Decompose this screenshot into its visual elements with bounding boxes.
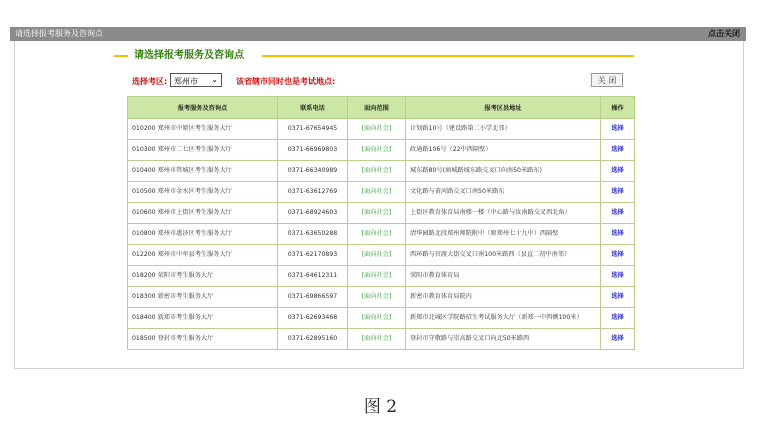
phone-cell: 0371-67654945 — [278, 119, 348, 140]
close-link[interactable]: 点击关闭 — [708, 29, 740, 38]
address-cell: 清华园路北段郑州师院附中（原郑州七十九中）西隔壁 — [406, 224, 601, 245]
select-link[interactable]: 选择 — [601, 245, 635, 266]
scope-cell: [面向社会] — [348, 245, 406, 266]
select-link[interactable]: 选择 — [601, 182, 635, 203]
phone-cell: 0371-62170893 — [278, 245, 348, 266]
address-cell: 政通路106号（22中西隔壁） — [406, 140, 601, 161]
address-cell: 荥阳市教育体育局 — [406, 266, 601, 287]
phone-cell: 0371-63612769 — [278, 182, 348, 203]
table-row — [128, 182, 635, 203]
scope-cell: [面向社会] — [348, 161, 406, 182]
phone-cell: 0371-68924603 — [278, 203, 348, 224]
scope-cell: [面向社会] — [348, 266, 406, 287]
close-button[interactable]: 关 闭 — [591, 73, 623, 87]
scope-cell: [面向社会] — [348, 329, 406, 350]
address-cell: 登封市守敬路与崇高路交叉口向北50米路西 — [406, 329, 601, 350]
table-row — [128, 203, 635, 224]
address-cell: 新郑市北城区学院路招生考试服务大厅（新郑一中西侧100米） — [406, 308, 601, 329]
scope-cell: [面向社会] — [348, 287, 406, 308]
window-title: 请选择报考服务及咨询点 — [15, 29, 103, 38]
select-link[interactable]: 选择 — [601, 224, 635, 245]
service-point-cell: 010300 郑州市二七区考生服务大厅 — [128, 140, 278, 161]
phone-cell: 0371-66969803 — [278, 140, 348, 161]
table-row — [128, 329, 635, 350]
table-header-row — [128, 97, 635, 119]
service-point-cell: 012200 郑州市中牟县考生服务大厅 — [128, 245, 278, 266]
address-cell: 新密市教育体育局院内 — [406, 287, 601, 308]
phone-cell: 0371-62693468 — [278, 308, 348, 329]
table-row — [128, 161, 635, 182]
service-points-table — [127, 96, 635, 350]
select-link[interactable]: 选择 — [601, 266, 635, 287]
select-link[interactable]: 选择 — [601, 287, 635, 308]
scope-cell: [面向社会] — [348, 140, 406, 161]
select-link[interactable]: 选择 — [601, 119, 635, 140]
address-cell: 计划路10号（建设路第二小学北邻） — [406, 119, 601, 140]
address-cell: 上街区教育体育局南楼一楼（中心路与汝南路交叉西北角） — [406, 203, 601, 224]
address-cell: 西环路与官渡大街交叉口南100米路西（县直二初中南邻） — [406, 245, 601, 266]
service-point-cell: 018400 新郑市考生服务大厅 — [128, 308, 278, 329]
figure-caption: 图 2 — [363, 397, 398, 417]
header-phone: 联系电话 — [278, 97, 348, 119]
section-heading: 请选择报考服务及咨询点 — [134, 50, 244, 61]
table-row — [128, 224, 635, 245]
header-address: 报考区县地址 — [406, 97, 601, 119]
select-link[interactable]: 选择 — [601, 308, 635, 329]
table-row — [128, 287, 635, 308]
select-link[interactable]: 选择 — [601, 140, 635, 161]
header-action: 操作 — [601, 97, 635, 119]
table-row — [128, 245, 635, 266]
scope-cell: [面向社会] — [348, 182, 406, 203]
phone-cell: 0371-66340989 — [278, 161, 348, 182]
city-select-value: 郑州市 — [174, 77, 198, 86]
header-divider-left — [114, 55, 128, 57]
header-service-point: 报考服务及咨询点 — [128, 97, 278, 119]
service-point-cell: 010600 郑州市上街区考生服务大厅 — [128, 203, 278, 224]
service-point-cell: 018500 登封市考生服务大厅 — [128, 329, 278, 350]
service-point-cell: 010200 郑州市中原区考生服务大厅 — [128, 119, 278, 140]
scope-cell: [面向社会] — [348, 224, 406, 245]
table-row — [128, 140, 635, 161]
phone-cell: 0371-69866597 — [278, 287, 348, 308]
service-point-cell: 010500 郑州市金水区考生服务大厅 — [128, 182, 278, 203]
address-cell: 文化路与黄河路交叉口南50米路东 — [406, 182, 601, 203]
exam-location-hint: 该省辖市同时也是考试地点: — [236, 77, 336, 86]
phone-cell: 0371-62895160 — [278, 329, 348, 350]
chevron-down-icon: ⌄ — [211, 75, 218, 84]
table-row — [128, 119, 635, 140]
city-select[interactable] — [170, 73, 222, 87]
header-divider-right — [262, 55, 634, 57]
phone-cell: 0371-63650288 — [278, 224, 348, 245]
service-point-cell: 010400 郑州市管城区考生服务大厅 — [128, 161, 278, 182]
service-point-cell: 010800 郑州市惠济区考生服务大厅 — [128, 224, 278, 245]
service-point-cell: 018300 新密市考生服务大厅 — [128, 287, 278, 308]
service-point-cell: 018200 荥阳市考生服务大厅 — [128, 266, 278, 287]
section-header — [114, 49, 634, 63]
title-bar — [10, 27, 746, 41]
phone-cell: 0371-64612311 — [278, 266, 348, 287]
table-row — [128, 308, 635, 329]
select-link[interactable]: 选择 — [601, 203, 635, 224]
address-cell: 城东路80号(商城路城东路交叉口向南50米路东) — [406, 161, 601, 182]
select-link[interactable]: 选择 — [601, 161, 635, 182]
scope-cell: [面向社会] — [348, 308, 406, 329]
select-link[interactable]: 选择 — [601, 329, 635, 350]
scope-cell: [面向社会] — [348, 119, 406, 140]
header-scope: 面向范围 — [348, 97, 406, 119]
exam-area-label: 选择考区: — [132, 77, 168, 86]
scope-cell: [面向社会] — [348, 203, 406, 224]
table-row — [128, 266, 635, 287]
